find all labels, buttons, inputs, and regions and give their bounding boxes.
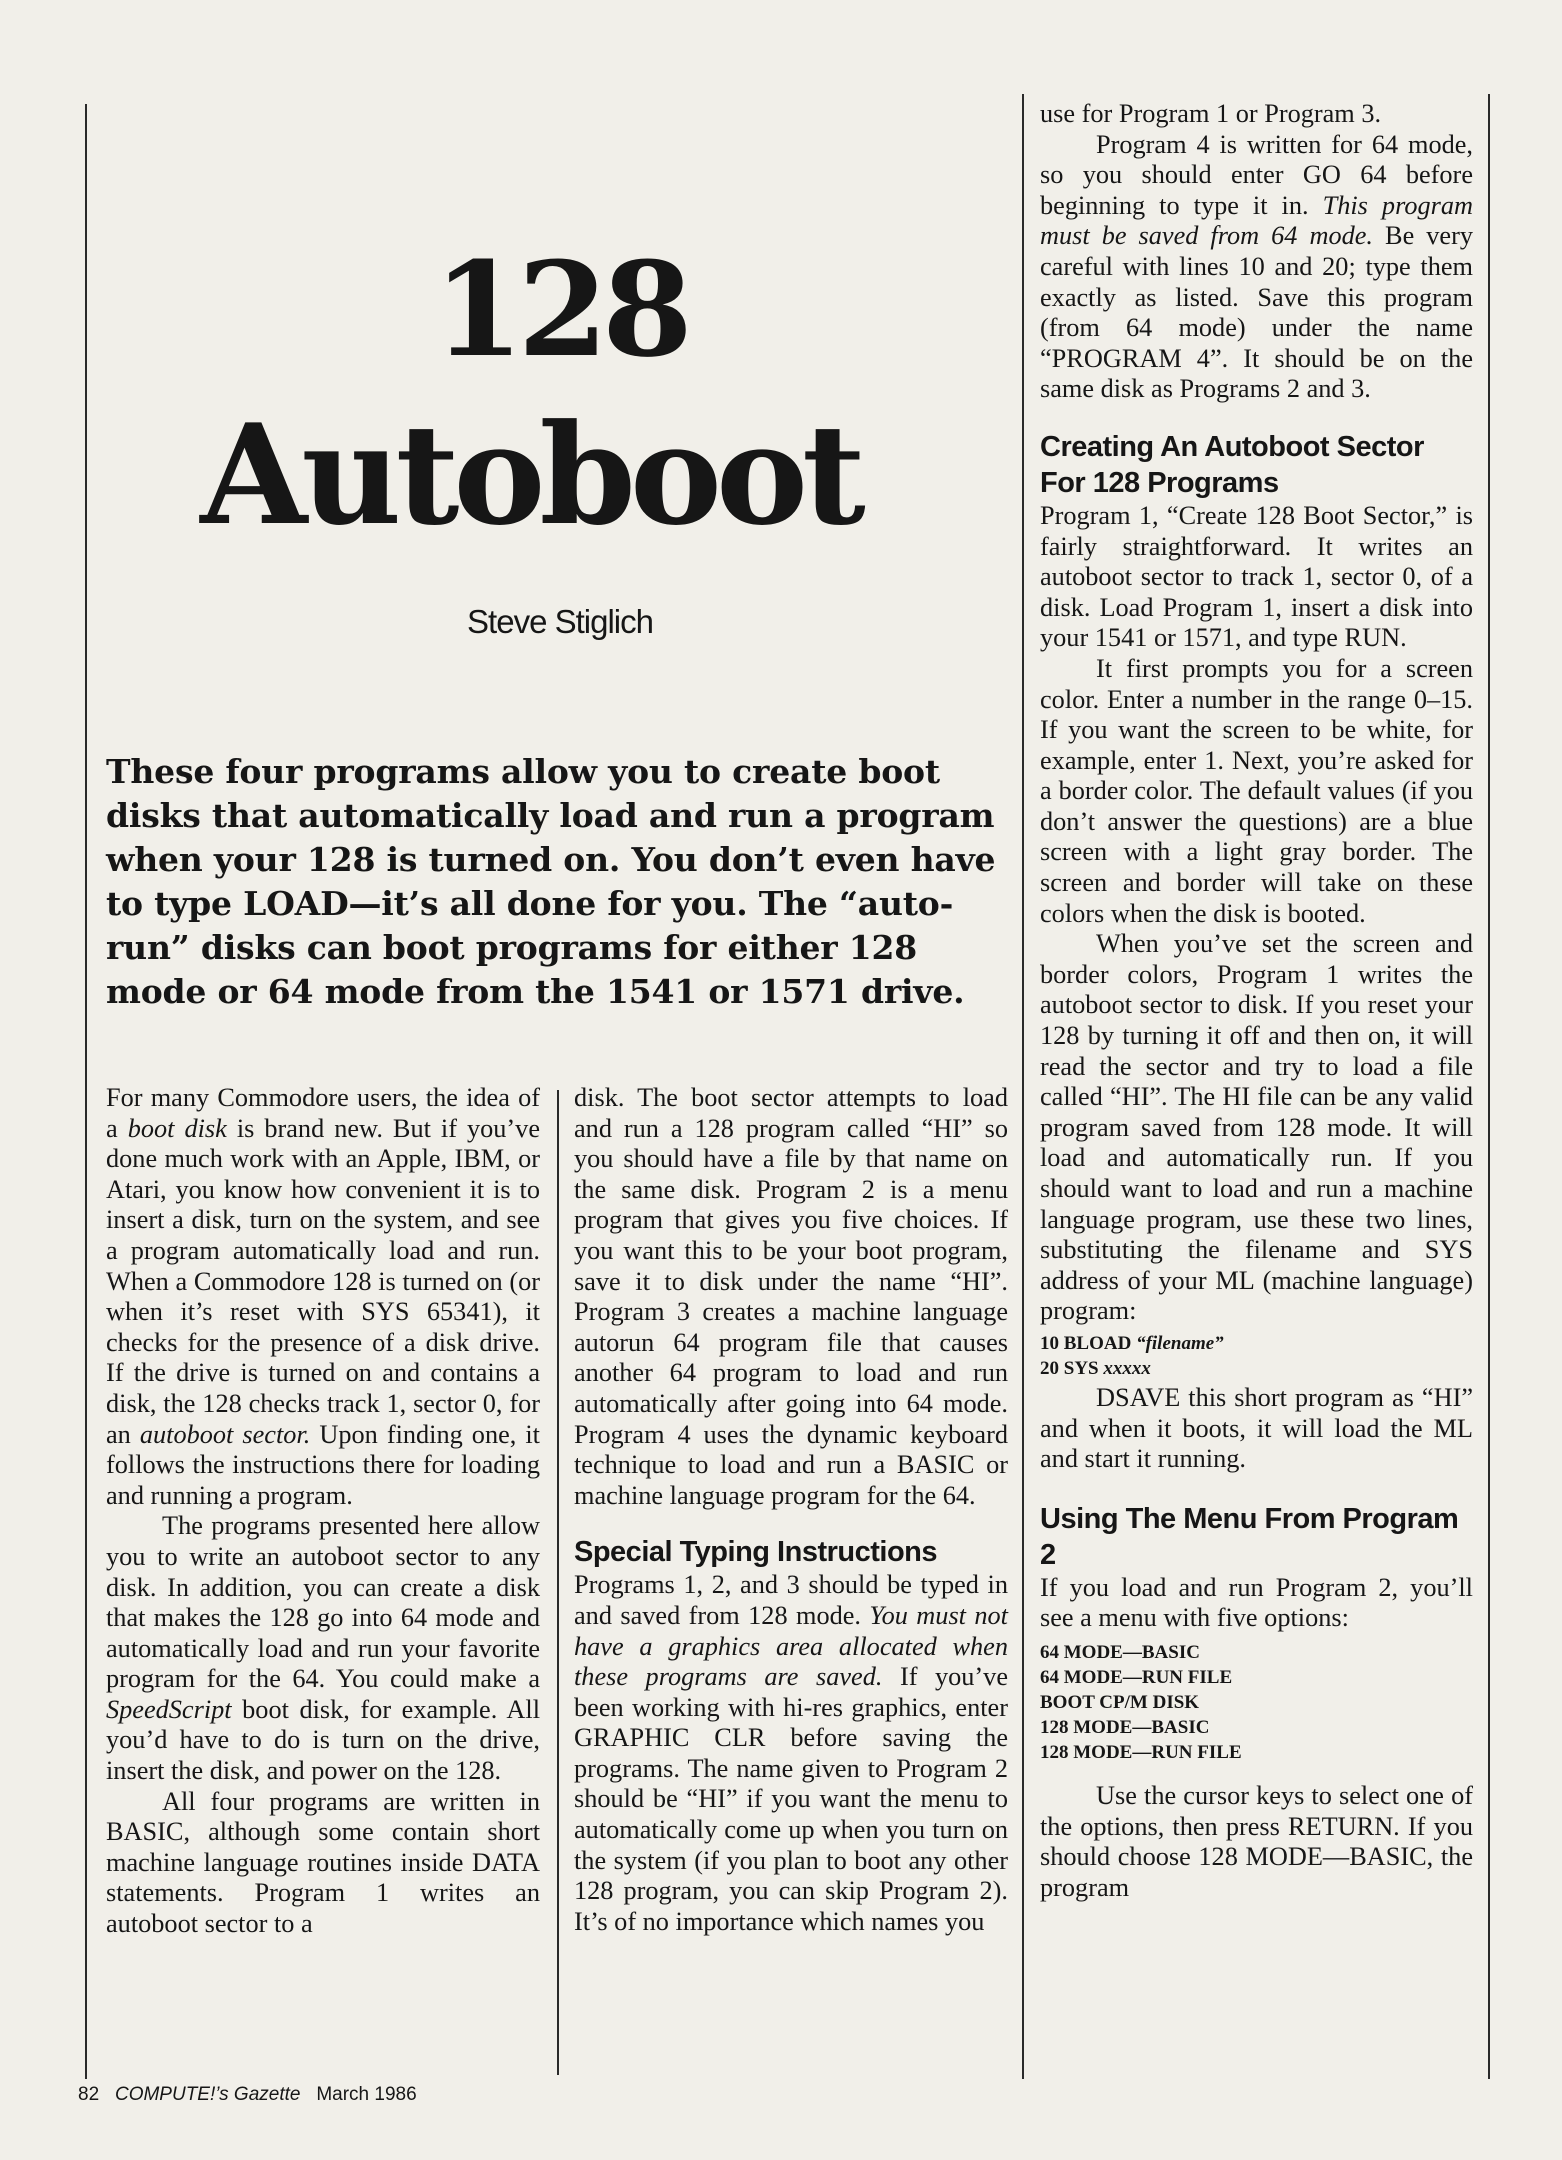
paragraph: Program 4 is written for 64 mode, so you should enter GO 64 before beginning to type it in. This program must be saved from 64 mode. Be very careful with lines 10 and 20; type them exactly as listed. Save this program (from 64 mode) under the name “PROGRAM 4”. It should be on the same disk as Programs 2 and 3. — [1040, 129, 1473, 404]
body-column-3 — [1040, 99, 1473, 1903]
italic-term: autoboot sector. — [139, 1419, 311, 1449]
menu-option: 64 MODE—BASIC — [1040, 1641, 1200, 1663]
article-title-number: 128 — [433, 233, 687, 386]
menu-option: BOOT CP/M DISK — [1040, 1691, 1200, 1713]
menu-option: 128 MODE—BASIC — [1040, 1716, 1210, 1738]
section-heading-menu: Using The Menu From Program 2 — [1040, 1502, 1459, 1571]
code-line: 20 SYS xxxxx — [1040, 1357, 1151, 1379]
paragraph: DSAVE this short program as “HI” and when it boots, it will load the ML and start it running. — [1040, 1382, 1473, 1474]
page-footer — [78, 2084, 417, 2106]
menu-option: 128 MODE—RUN FILE — [1040, 1741, 1242, 1763]
body-column-2 — [574, 1083, 1008, 1937]
menu-option: 64 MODE—RUN FILE — [1040, 1666, 1233, 1688]
article-deck: These four programs allow you to create boot disks that automatically load and run a program when your 128 is turned on. You don’t even have to type LOAD—it’s all done for you. The “auto-run” disks can boot programs for either 128 mode or 64 mode from the 1541 or 1571 drive. — [106, 752, 996, 1011]
italic-warning: You must not have a graphics area allocated when these programs are saved. — [574, 1600, 1008, 1692]
menu-options-list — [1040, 1640, 1473, 1765]
paragraph: Use the cursor keys to select one of the options, then press RETURN. If you should choose 128 MODE—BASIC, the program — [1040, 1780, 1473, 1902]
italic-term: SpeedScript — [106, 1694, 232, 1724]
paragraph: For many Commodore users, the idea of a boot disk is brand new. But if you’ve done much work with an Apple, IBM, or Atari, you know how convenient it is to insert a disk, turn on the system, and see a program automatically load and run. When a Commodore 128 is turned on (or when it’s reset with SYS 65341), it checks for the presence of a disk drive. If the drive is turned on and contains a disk, the 128 checks track 1, sector 0, for an autoboot sector. Upon finding one, it follows the instructions there for loading and running a program. — [106, 1083, 541, 1510]
author-byline: Steve Stiglich — [467, 603, 653, 640]
section-heading-typing: Special Typing Instructions — [574, 1536, 938, 1569]
section-heading-create: Creating An Autoboot Sector For 128 Programs — [1040, 430, 1424, 499]
code-line: 10 BLOAD “filename” — [1040, 1332, 1224, 1354]
page-number: 82 — [78, 2084, 100, 2105]
column-rule-right-inner — [1022, 94, 1024, 2079]
paragraph: The programs presented here allow you to write an autoboot sector to any disk. In addition, you can create a disk that makes the 128 go into 64 mode and automatically load and run your favorite program for the 64. You could make a SpeedScript boot disk, for example. All you’d have to do is turn on the drive, insert the disk, and power on the 128. — [106, 1511, 540, 1786]
italic-term: boot disk — [127, 1113, 227, 1143]
column-rule-left — [85, 104, 87, 2079]
magazine-name: COMPUTE!’s Gazette — [114, 2084, 301, 2105]
column-rule-right-outer — [1488, 94, 1490, 2079]
paragraph: Program 1, “Create 128 Boot Sector,” is fairly straightforward. It writes an autoboot sector to track 1, sector 0, of a disk. Load Program 1, insert a disk into your 1541 or 1571, and type RUN. — [1040, 500, 1473, 653]
column-rule-middle — [557, 1090, 559, 2075]
article-title: Autoboot — [200, 393, 860, 556]
paragraph: All four programs are written in BASIC, although some contain short machine language routines inside DATA statements. Program 1 writes an autoboot sector to a — [106, 1786, 540, 1939]
paragraph: It first prompts you for a screen color. Enter a number in the range 0–15. If you want the screen to be white, for example, enter 1. Next, you’re asked for a border color. The default values (if you don’t answer the questions) are a blue screen with a light gray border. The screen and border will take on these colors when the disk is booted. — [1040, 653, 1473, 928]
italic-warning: This program must be saved from 64 mode. — [1040, 190, 1473, 251]
body-column-1 — [106, 1083, 540, 1940]
paragraph: use for Program 1 or Program 3. — [1040, 99, 1382, 128]
issue-date: March 1986 — [316, 2084, 417, 2105]
code-listing — [1040, 1331, 1473, 1381]
paragraph: Programs 1, 2, and 3 should be typed in and saved from 128 mode. You must not have a graphics area allocated when these programs are saved. If you’ve been working with hi-res graphics, enter GRAPHIC CLR before saving the programs. The name given to Program 2 should be “HI” if you want the menu to automatically come up when you turn on the system (if you plan to boot any other 128 program, you can skip Program 2). It’s of no importance which names you — [574, 1570, 1008, 1936]
paragraph: When you’ve set the screen and border colors, Program 1 writes the autoboot sector to disk. If you reset your 128 by turning it off and then on, it will read the sector and try to load a file called “HI”. The HI file can be any valid program saved from 128 mode. It will load and automatically run. If you should want to load and run a machine language program, use these two lines, substituting the filename and SYS address of your ML (machine language) program: — [1040, 929, 1473, 1326]
paragraph: disk. The boot sector attempts to load and run a 128 program called “HI” so you should have a file by that name on the same disk. Program 2 is a menu program that gives you five choices. If you want this to be your boot program, save it to disk under the name “HI”. Program 3 creates a machine language autorun 64 program file that causes another 64 program to load and run automatically after going into 64 mode. Program 4 uses the dynamic keyboard technique to load and run a BASIC or machine language program for the 64. — [574, 1083, 1008, 1510]
paragraph: If you load and run Program 2, you’ll see a menu with five options: — [1040, 1572, 1473, 1633]
